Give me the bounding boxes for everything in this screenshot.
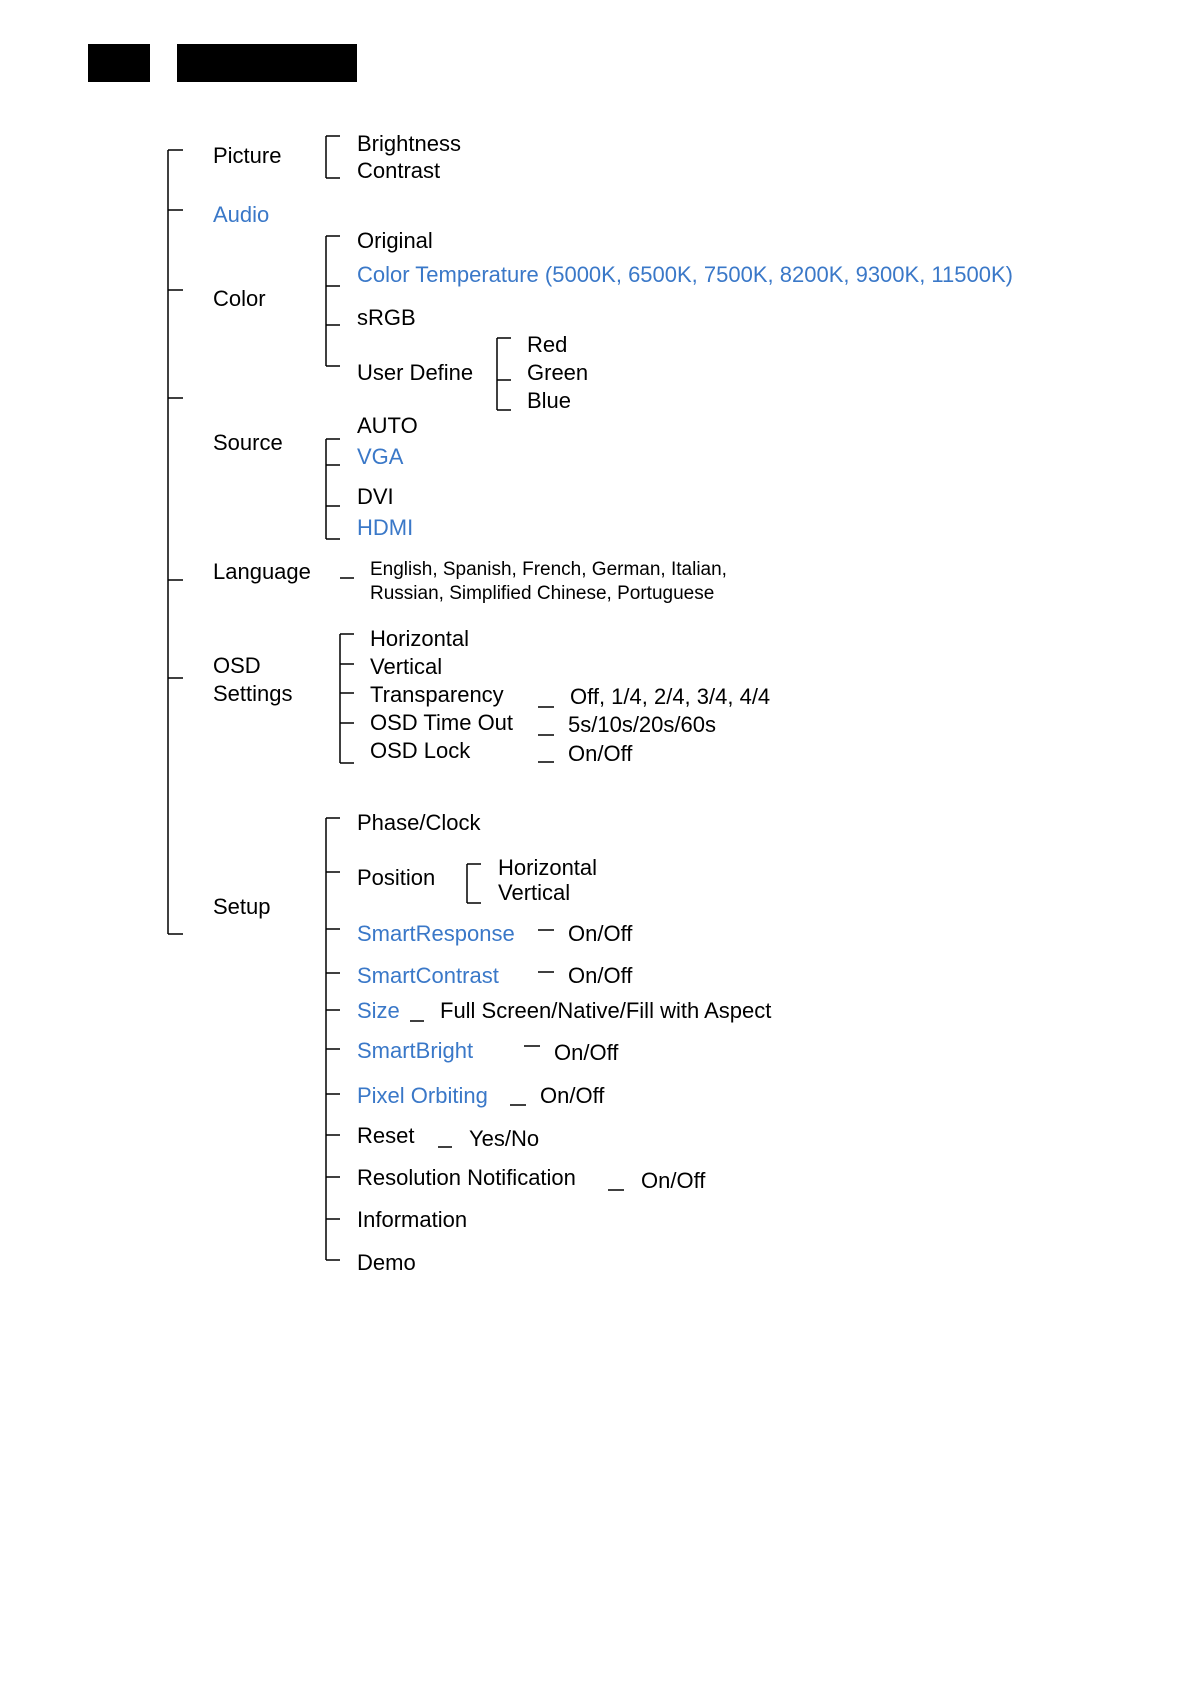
osd-time-out-values: 5s/10s/20s/60s [568, 712, 716, 737]
setup-smart-bright[interactable]: SmartBright [357, 1038, 474, 1063]
color-user-define[interactable]: User Define [357, 360, 474, 385]
smart-contrast-value: On/Off [568, 963, 633, 988]
menu-picture[interactable]: Picture [213, 143, 282, 168]
setup-pixel-orbiting[interactable]: Pixel Orbiting [357, 1083, 488, 1108]
menu-setup[interactable]: Setup [213, 894, 271, 919]
osd-transparency-values: Off, 1/4, 2/4, 3/4, 4/4 [570, 684, 771, 709]
osd-transparency[interactable]: Transparency [370, 682, 504, 707]
user-define-green[interactable]: Green [527, 360, 589, 385]
osd-vertical[interactable]: Vertical [370, 654, 443, 679]
source-vga[interactable]: VGA [357, 444, 404, 469]
reset-value: Yes/No [469, 1126, 540, 1151]
setup-smart-response[interactable]: SmartResponse [357, 921, 515, 946]
setup-size[interactable]: Size [357, 998, 400, 1023]
source-dvi[interactable]: DVI [357, 484, 394, 509]
setup-position[interactable]: Position [357, 865, 436, 890]
osd-horizontal[interactable]: Horizontal [370, 626, 470, 651]
menu-color[interactable]: Color [213, 286, 266, 311]
osd-time-out[interactable]: OSD Time Out [370, 710, 514, 735]
smart-response-value: On/Off [568, 921, 633, 946]
language-values-line2: Russian, Simplified Chinese, Portuguese [370, 583, 715, 604]
osd-lock-values: On/Off [568, 741, 633, 766]
color-temperature[interactable]: Color Temperature (5000K, 6500K, 7500K, 8200K, 9300K, 11500K) [357, 262, 1013, 287]
setup-smart-contrast[interactable]: SmartContrast [357, 963, 499, 988]
language-values-line1: English, Spanish, French, German, Italian, [370, 559, 727, 580]
menu-audio[interactable]: Audio [213, 202, 270, 227]
menu-source[interactable]: Source [213, 430, 283, 455]
source-hdmi[interactable]: HDMI [357, 515, 414, 540]
setup-demo[interactable]: Demo [357, 1250, 416, 1275]
picture-brightness[interactable]: Brightness [357, 131, 461, 156]
position-horizontal[interactable]: Horizontal [498, 855, 598, 880]
setup-phase-clock[interactable]: Phase/Clock [357, 810, 481, 835]
menu-osd-settings-line1[interactable]: OSD [213, 653, 261, 678]
osd-lock[interactable]: OSD Lock [370, 738, 471, 763]
color-original[interactable]: Original [357, 228, 433, 253]
setup-information[interactable]: Information [357, 1207, 468, 1232]
color-srgb[interactable]: sRGB [357, 305, 416, 330]
resolution-notification-value: On/Off [641, 1168, 706, 1193]
menu-language[interactable]: Language [213, 559, 311, 584]
picture-contrast[interactable]: Contrast [357, 158, 441, 183]
user-define-red[interactable]: Red [527, 332, 568, 357]
menu-osd-settings-line2[interactable]: Settings [213, 681, 293, 706]
smart-bright-value: On/Off [554, 1040, 619, 1065]
setup-reset[interactable]: Reset [357, 1123, 415, 1148]
user-define-blue[interactable]: Blue [527, 388, 572, 413]
pixel-orbiting-value: On/Off [540, 1083, 605, 1108]
size-value: Full Screen/Native/Fill with Aspect [440, 998, 772, 1023]
setup-resolution-notification[interactable]: Resolution Notification [357, 1165, 576, 1190]
source-auto[interactable]: AUTO [357, 413, 418, 438]
position-vertical[interactable]: Vertical [498, 880, 571, 905]
